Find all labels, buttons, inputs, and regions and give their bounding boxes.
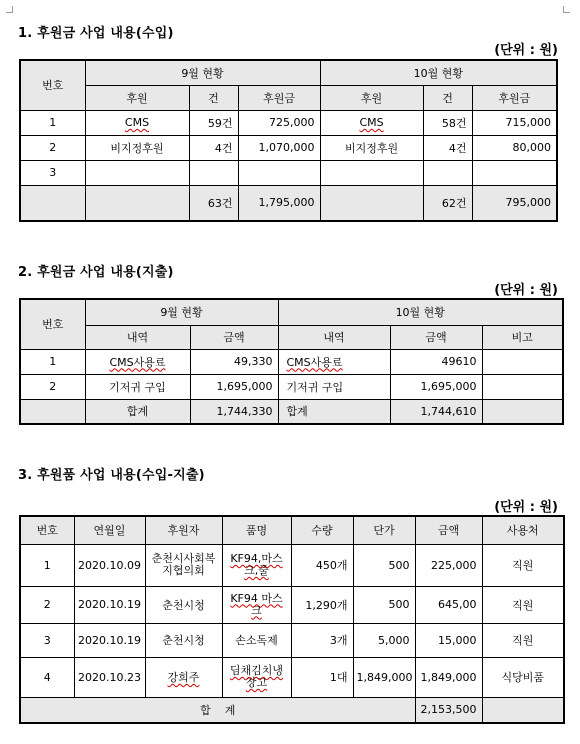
count-cell: 4건 xyxy=(189,135,238,160)
row-no: 3 xyxy=(20,160,85,185)
amount-cell: 1,070,000 xyxy=(238,135,320,160)
col-header-count: 건 xyxy=(189,85,238,110)
date-cell: 2020.10.19 xyxy=(74,586,145,623)
col-header-amount: 후원금 xyxy=(238,85,320,110)
table-row xyxy=(20,544,564,586)
total-row xyxy=(20,697,564,723)
section2-title: 2. 후원금 사업 내용(지출) xyxy=(18,265,174,280)
col-header-amount: 후원금 xyxy=(472,85,557,110)
row-no: 2 xyxy=(20,374,85,399)
item-cell: KF94,마스크,줄 xyxy=(222,544,291,586)
table-row xyxy=(20,160,557,185)
price-cell: 5,000 xyxy=(353,623,415,657)
usage-cell: 직원 xyxy=(482,544,564,586)
amount-cell: 49610 xyxy=(390,349,482,374)
col-header-donor: 후원자 xyxy=(145,516,222,544)
section1-unit: (단위 : 원) xyxy=(494,43,558,58)
donor-cell: 춘천시청 xyxy=(145,623,222,657)
sponsor-cell xyxy=(320,160,423,185)
col-header-item: 품명 xyxy=(222,516,291,544)
amount-cell: 645,00 xyxy=(415,586,482,623)
sep-status-header: 9월 현황 xyxy=(85,299,278,325)
expense-table xyxy=(19,298,564,425)
qty-cell: 3개 xyxy=(291,623,353,657)
col-header-qty: 수량 xyxy=(291,516,353,544)
section3-unit: (단위 : 원) xyxy=(494,500,558,515)
item-cell: KF94 마스크 xyxy=(222,586,291,623)
total-amount-oct: 795,000 xyxy=(472,185,557,221)
col-header-amount: 금액 xyxy=(390,325,482,349)
amount-cell xyxy=(238,160,320,185)
amount-cell: 725,000 xyxy=(238,110,320,135)
total-blank xyxy=(20,399,85,424)
date-cell: 2020.10.23 xyxy=(74,657,145,697)
note-cell xyxy=(482,349,563,374)
page-corner-mark-left xyxy=(6,6,13,13)
usage-cell: 식당비품 xyxy=(482,657,564,697)
oct-status-header: 10월 현황 xyxy=(320,60,557,85)
qty-cell: 1,290개 xyxy=(291,586,353,623)
amount-cell: 1,849,000 xyxy=(415,657,482,697)
amount-cell: 80,000 xyxy=(472,135,557,160)
total-row xyxy=(20,185,557,221)
total-label: 합계 xyxy=(278,399,390,424)
price-cell: 500 xyxy=(353,586,415,623)
total-amount-sep: 1,795,000 xyxy=(238,185,320,221)
col-header-date: 연월일 xyxy=(74,516,145,544)
sponsor-cell: CMS xyxy=(320,110,423,135)
donor-cell: 춘천시사회복지협의회 xyxy=(145,544,222,586)
total-row xyxy=(20,399,563,424)
total-blank xyxy=(85,185,189,221)
total-count-oct: 62건 xyxy=(423,185,472,221)
qty-cell: 1대 xyxy=(291,657,353,697)
col-header-item: 내역 xyxy=(278,325,390,349)
count-cell xyxy=(423,160,472,185)
amount-cell: 715,000 xyxy=(472,110,557,135)
sponsor-cell: CMS xyxy=(85,110,189,135)
row-no: 2 xyxy=(20,586,74,623)
table-row xyxy=(20,657,564,697)
usage-cell: 직원 xyxy=(482,623,564,657)
table-row xyxy=(20,623,564,657)
section3-title: 3. 후원품 사업 내용(수입-지출) xyxy=(18,468,205,483)
qty-cell: 450개 xyxy=(291,544,353,586)
date-cell: 2020.10.19 xyxy=(74,623,145,657)
item-cell: 손소독제 xyxy=(222,623,291,657)
col-header-amount: 금액 xyxy=(190,325,278,349)
row-no: 2 xyxy=(20,135,85,160)
amount-cell: 1,695,000 xyxy=(190,374,278,399)
col-header-no: 번호 xyxy=(20,60,85,110)
item-cell: 기저귀 구입 xyxy=(278,374,390,399)
col-header-no: 번호 xyxy=(20,516,74,544)
col-header-price: 단가 xyxy=(353,516,415,544)
page-corner-mark-right xyxy=(563,6,570,13)
item-cell: CMS사용료 xyxy=(278,349,390,374)
row-no: 4 xyxy=(20,657,74,697)
item-cell: CMS사용료 xyxy=(85,349,190,374)
item-cell: 딤채김치냉장고 xyxy=(222,657,291,697)
amount-cell: 1,695,000 xyxy=(390,374,482,399)
price-cell: 1,849,000 xyxy=(353,657,415,697)
col-header-usage: 사용처 xyxy=(482,516,564,544)
amount-cell: 225,000 xyxy=(415,544,482,586)
col-header-note: 비고 xyxy=(482,325,563,349)
total-blank xyxy=(320,185,423,221)
income-table xyxy=(19,59,558,222)
row-no: 1 xyxy=(20,544,74,586)
table-row xyxy=(20,110,557,135)
count-cell: 58건 xyxy=(423,110,472,135)
note-cell xyxy=(482,374,563,399)
sep-status-header: 9월 현황 xyxy=(85,60,320,85)
count-cell: 59건 xyxy=(189,110,238,135)
table-row xyxy=(20,374,563,399)
amount-cell: 15,000 xyxy=(415,623,482,657)
section1-title: 1. 후원금 사업 내용(수입) xyxy=(18,26,174,41)
row-no: 3 xyxy=(20,623,74,657)
table-row xyxy=(20,586,564,623)
count-cell: 4건 xyxy=(423,135,472,160)
oct-status-header: 10월 현황 xyxy=(278,299,563,325)
usage-cell: 직원 xyxy=(482,586,564,623)
col-header-no: 번호 xyxy=(20,299,85,349)
total-amount: 2,153,500 xyxy=(415,697,482,723)
donor-cell: 강희주 xyxy=(145,657,222,697)
row-no: 1 xyxy=(20,349,85,374)
total-amount-oct: 1,744,610 xyxy=(390,399,482,424)
total-blank xyxy=(482,697,564,723)
total-label: 합 계 xyxy=(20,697,415,723)
donation-items-table xyxy=(19,515,565,724)
date-cell: 2020.10.09 xyxy=(74,544,145,586)
total-label: 합계 xyxy=(85,399,190,424)
item-cell: 기저귀 구입 xyxy=(85,374,190,399)
total-blank xyxy=(482,399,563,424)
sponsor-cell: 비지정후원 xyxy=(320,135,423,160)
count-cell xyxy=(189,160,238,185)
amount-cell: 49,330 xyxy=(190,349,278,374)
donor-cell: 춘천시청 xyxy=(145,586,222,623)
col-header-sponsor: 후원 xyxy=(85,85,189,110)
row-no: 1 xyxy=(20,110,85,135)
price-cell: 500 xyxy=(353,544,415,586)
total-count-sep: 63건 xyxy=(189,185,238,221)
table-row xyxy=(20,349,563,374)
total-amount-sep: 1,744,330 xyxy=(190,399,278,424)
total-blank xyxy=(20,185,85,221)
section2-unit: (단위 : 원) xyxy=(494,283,558,298)
amount-cell xyxy=(472,160,557,185)
col-header-item: 내역 xyxy=(85,325,190,349)
col-header-amount: 금액 xyxy=(415,516,482,544)
table-row xyxy=(20,135,557,160)
sponsor-cell xyxy=(85,160,189,185)
col-header-sponsor: 후원 xyxy=(320,85,423,110)
col-header-count: 건 xyxy=(423,85,472,110)
sponsor-cell: 비지정후원 xyxy=(85,135,189,160)
